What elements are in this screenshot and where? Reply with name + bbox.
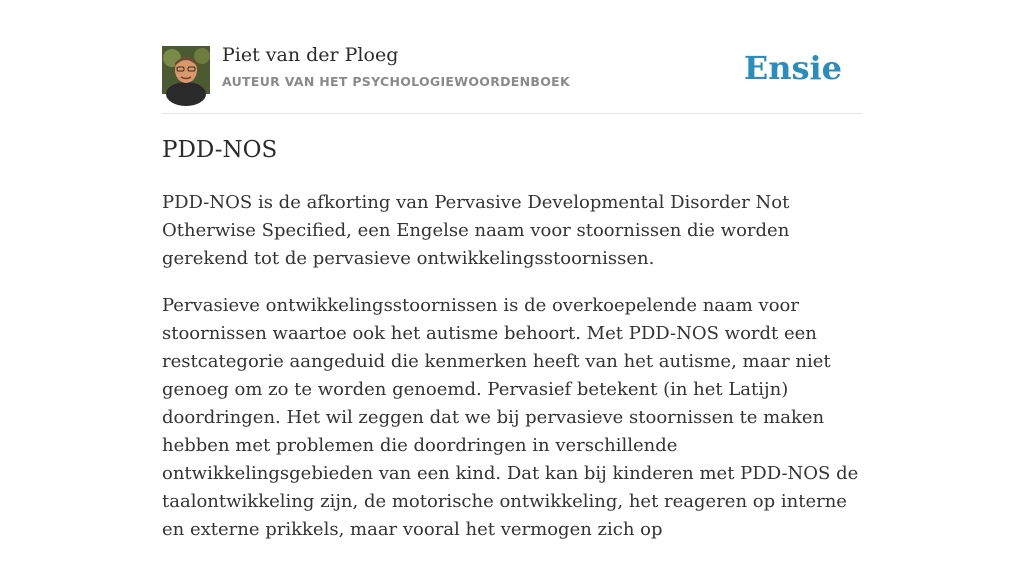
- article-paragraph-2: Pervasieve ontwikkelingsstoornissen is de overkoepelende naam voor stoornissen waartoe ook het autisme behoort. Met PDD-NOS wordt een restcategorie aangeduid die kenmerken heeft van het autisme, maar niet genoeg om zo te worden genoemd. Pervasief betekent (in het Latijn) doordringen. Het wil zeggen dat we bij pervasieve stoornissen te maken hebben met problemen die doordringen in verschillende ontwikkelingsgebieden van een kind. Dat kan bij kinderen met PDD-NOS de taalontwikkeling zijn, de motorische ontwikkeling, het reageren op interne en externe prikkels, maar vooral het vermogen zich op: [162, 295, 859, 540]
- author-name[interactable]: Piet van der Ploeg: [222, 44, 399, 66]
- ensie-logo[interactable]: Ensie: [743, 49, 842, 87]
- author-avatar[interactable]: [162, 46, 210, 94]
- author-header: [162, 0, 862, 114]
- article-container: [162, 0, 862, 540]
- article-paragraph-1: PDD-NOS is de afkorting van Pervasive Developmental Disorder Not Otherwise Specified, een Engelse naam voor stoornissen die worden gerekend tot de pervasieve ontwikkelingsstoornissen.: [162, 192, 790, 269]
- article-title: PDD-NOS: [162, 137, 278, 163]
- article-body: [162, 189, 862, 563]
- author-photo-icon: [162, 46, 210, 94]
- author-role: AUTEUR VAN HET PSYCHOLOGIEWOORDENBOEK: [222, 74, 570, 89]
